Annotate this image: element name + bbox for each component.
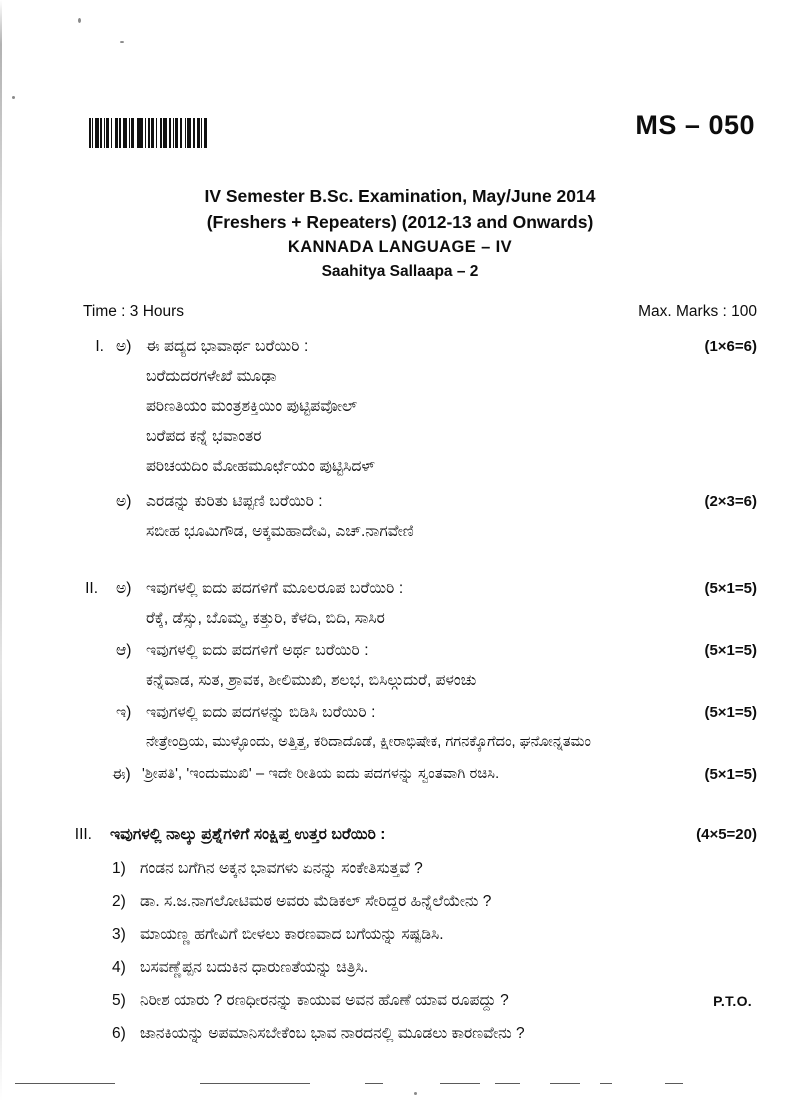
marks-I-a: (1×6=6) <box>704 338 757 355</box>
question-III-prompt: ಇವುಗಳಲ್ಲಿ ನಾಲ್ಕು ಪ್ರಶ್ನೆಗಳಿಗೆ ಸಂಕ್ಷಿಪ್ತ ಉತ್ತರ ಬರೆಯಿರಿ : <box>110 826 386 843</box>
word-list: ಕನ್ನೆವಾಡ, ಸುತ, ಶ್ರಾವಕ, ಶೀಲಿಮುಖಿ, ಶಲಭ, ಬಿಸಿಲ್ಗುದುರೆ, ಪಳಂಚು <box>146 672 477 689</box>
list-item-number: 5) <box>112 992 126 1009</box>
scan-edge-artifact <box>0 0 2 1102</box>
marks-III: (4×5=20) <box>696 826 757 843</box>
title-block <box>0 188 800 279</box>
list-item: ಗಂಡನ ಬಗೆಗಿನ ಅಕ್ಕನ ಭಾವಗಳು ಏನನ್ನು ಸಂಕೇತಿಸುತ್ತವೆ ? <box>140 860 423 877</box>
word-list: ನೇತ್ರೇಂದ್ರಿಯ, ಮುಳ್ಳೊಂದು, ಅತ್ತಿತ್ತ, ಕರಿದಾದೊಡೆ, ಕ್ಷೀರಾಭಿಷೇಕ, ಗಗನಕ್ಕೊಗೆದಂ, ಘನೋನ್ನತಮಂ <box>146 734 591 750</box>
page-turn-over-note: P.T.O. <box>713 993 752 1009</box>
list-item: ಜಾನಕಿಯನ್ನು ಅಪಮಾನಿಸಬೇಕೆಂಬ ಭಾವ ನಾರದನಲ್ಲಿ ಮೂಡಲು ಕಾರಣವೇನು ? <box>140 1025 525 1042</box>
exam-title-line-3: KANNADA LANGUAGE – IV <box>287 238 513 256</box>
section-number-II: II. <box>85 580 98 597</box>
list-item-number: 2) <box>112 893 126 910</box>
scan-speck <box>12 96 15 99</box>
list-item: ಬಸವಣ್ಣೆಪ್ಪನ ಬದುಕಿನ ಧಾರುಣತೆಯನ್ನು ಚಿತ್ರಿಸಿ. <box>140 959 369 976</box>
exam-title-line-2: (Freshers + Repeaters) (2012-13 and Onwards) <box>206 211 594 232</box>
list-item: ನಿರೀಶ ಯಾರು ? ರಣಧೀರನನ್ನು ಕಾಯುವ ಅವನ ಹೊಣೆ ಯಾವ ರೂಪದ್ದು ? <box>140 992 509 1009</box>
word-list: ರೆಕ್ಕೆ, ಡೆಸ್ಸು, ಬೊಮ್ಮ, ಕತ್ತುರಿ, ಕೆಳದಿ, ಬಿದಿ, ಸಾಸಿರ <box>146 610 385 627</box>
verse-line: ಪರಿಚಯದಿಂ ಮೋಹಮೂರ್ಛೆಯಂ ಪುಟ್ಟಿಸಿದಳ್ <box>146 458 375 475</box>
list-item-number: 3) <box>112 926 126 943</box>
max-marks: Max. Marks : 100 <box>638 303 757 320</box>
section-number-I: I. <box>95 338 104 355</box>
barcode <box>89 118 207 148</box>
sub-label-I-b: ಅ) <box>116 493 132 510</box>
section-number-III: III. <box>74 826 92 843</box>
verse-line: ಪರಿಣತಿಯಂ ಮಂತ್ರಶಕ್ತಿಯಿಂ ಪುಟ್ಟಿಪವೋಲ್ <box>146 398 358 415</box>
question-II-a-prompt: ಇವುಗಳಲ್ಲಿ ಐದು ಪದಗಳಿಗೆ ಮೂಲರೂಪ ಬರೆಯಿರಿ : <box>146 580 404 597</box>
sub-label-I-a: ಅ) <box>116 338 132 355</box>
list-item-number: 6) <box>112 1025 126 1042</box>
list-item-number: 1) <box>112 860 126 877</box>
time-allowed: Time : 3 Hours <box>83 303 185 320</box>
scan-speck <box>414 1092 417 1095</box>
scan-speck <box>78 18 81 23</box>
sub-label-II-a: ಅ) <box>116 580 132 597</box>
marks-II-c: (5×1=5) <box>704 704 757 721</box>
question-II-b-prompt: ಇವುಗಳಲ್ಲಿ ಐದು ಪದಗಳಿಗೆ ಅರ್ಥ ಬರೆಯಿರಿ : <box>146 642 369 659</box>
exam-title-line-4: Saahitya Sallaapa – 2 <box>321 262 479 280</box>
exam-title-line-1: IV Semester B.Sc. Examination, May/June 2014 <box>204 186 596 206</box>
time-marks-row <box>0 303 800 323</box>
marks-II-a: (5×1=5) <box>704 580 757 597</box>
marks-I-b: (2×3=6) <box>704 493 757 510</box>
header-row <box>0 110 800 162</box>
sub-label-II-d: ಈ) <box>112 766 131 783</box>
scan-streak-artifact <box>15 1083 695 1085</box>
scan-speck <box>120 41 124 43</box>
verse-line: ಸಬೀಹ ಭೂಮಿಗೌಡ, ಅಕ್ಕಮಹಾದೇವಿ, ಎಚ್.ನಾಗವೇಣಿ <box>146 523 414 540</box>
marks-II-b: (5×1=5) <box>704 642 757 659</box>
list-item: ಮಾಯಣ್ಣ ಹಗೇವಿಗೆ ಬೀಳಲು ಕಾರಣವಾದ ಬಗೆಯನ್ನು ಸಷ್ಪಡಿಸಿ. <box>140 926 444 943</box>
paper-code: MS – 050 <box>635 110 755 140</box>
question-I-a-prompt: ಈ ಪದ್ಯದ ಭಾವಾರ್ಥ ಬರೆಯಿರಿ : <box>146 338 309 355</box>
list-item-number: 4) <box>112 959 126 976</box>
question-I-b-prompt: ಎರಡನ್ನು ಕುರಿತು ಟಿಪ್ಪಣಿ ಬರೆಯಿರಿ : <box>146 493 323 510</box>
question-II-d-prompt: 'ಶ್ರೀಪತಿ', 'ಇಂದುಮುಖಿ' – ಇದೇ ರೀತಿಯ ಐದು ಪದಗಳನ್ನು ಸ್ವಂತವಾಗಿ ರಚಿಸಿ. <box>142 766 500 782</box>
verse-line: ಬರೆಪದ ಕನ್ನೆ ಭವಾಂತರ <box>146 428 262 445</box>
sub-label-II-c: ಇ) <box>116 704 132 721</box>
verse-line: ಬರೆದುದರಗಳೇಖೆ ಮೂಢಾ <box>146 368 277 385</box>
question-section-I <box>0 338 800 540</box>
sub-label-II-b: ಆ) <box>116 642 132 659</box>
marks-II-d: (5×1=5) <box>704 766 757 783</box>
question-II-c-prompt: ಇವುಗಳಲ್ಲಿ ಐದು ಪದಗಳನ್ನು ಬಿಡಿಸಿ ಬರೆಯಿರಿ : <box>146 704 376 721</box>
list-item: ಡಾ. ಸ.ಜ.ನಾಗಲೋಟಿಮಠ ಅವರು ಮೆಡಿಕಲ್ ಸೇರಿದ್ದರ ಹಿನ್ನೆಲೆಯೇನು ? <box>140 893 492 910</box>
